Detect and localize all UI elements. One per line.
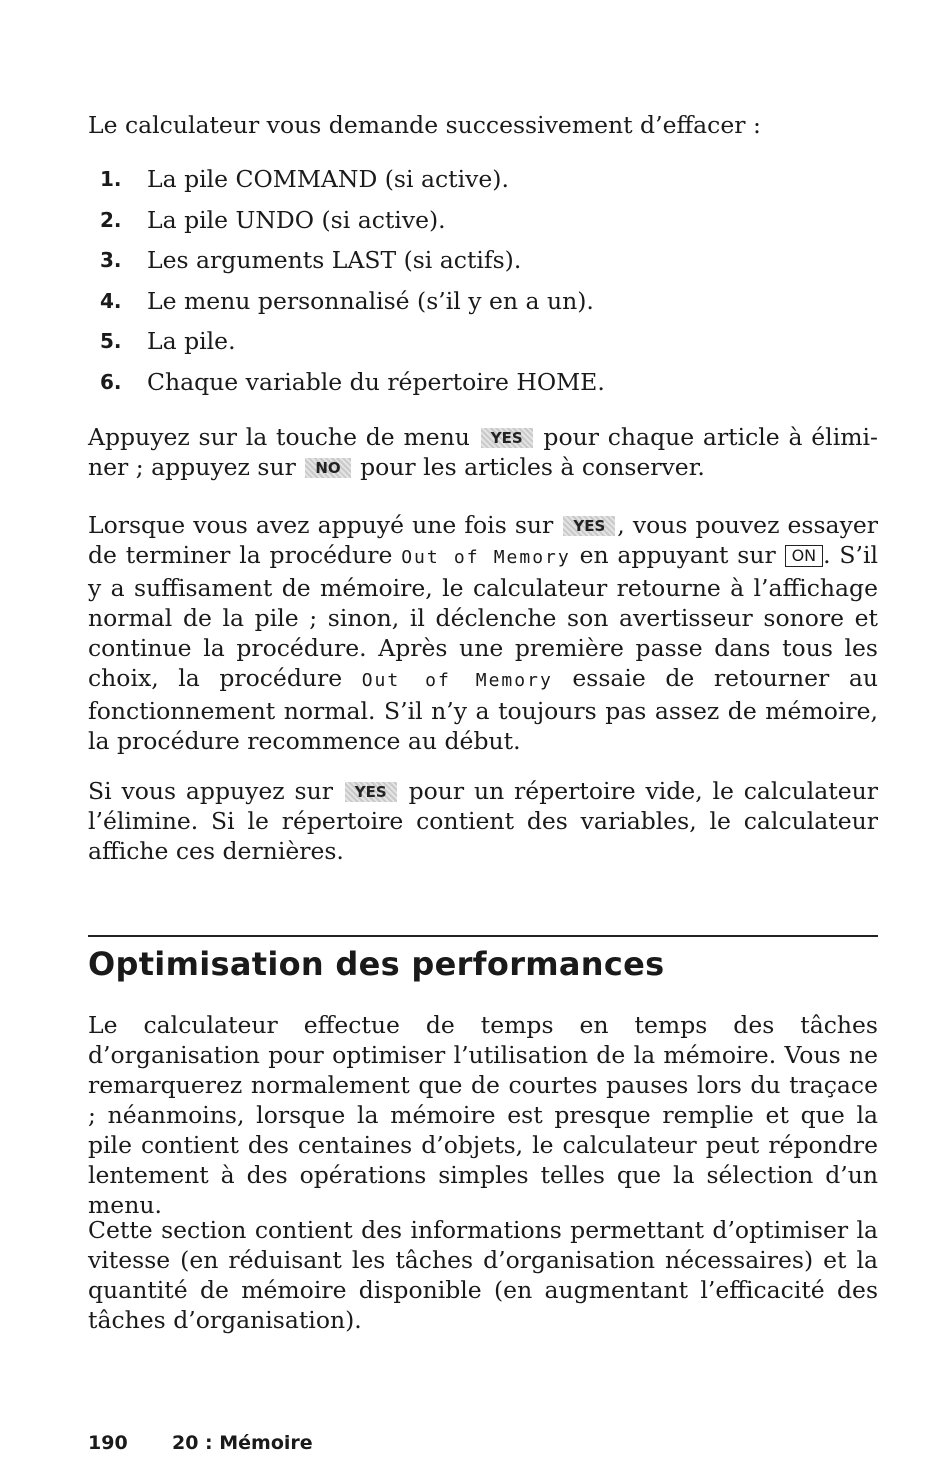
list-text: Les arguments LAST (si actifs).: [147, 246, 522, 274]
display-message: Out of Memory: [361, 670, 553, 691]
para-text: Si vous appuyez sur: [88, 777, 333, 805]
para-text: pour un répertoire vide, le calculateur l’élimine. Si le répertoire contient des variables, le calculateur affiche ces dernières.: [88, 777, 878, 865]
list-text: La pile UNDO (si active).: [147, 205, 446, 234]
yes-menu-key: YES: [345, 782, 397, 802]
list-item: [100, 205, 605, 246]
paragraph-out-of-memory: [88, 510, 878, 756]
list-item: [100, 326, 605, 367]
intro-text: Le calculateur vous demande successivement d’effacer :: [88, 111, 761, 139]
list-text: Chaque variable du répertoire HOME.: [147, 367, 605, 396]
para-text: , vous pouvez essayer de terminer la procédure: [88, 511, 878, 569]
paragraph-empty-directory: [88, 776, 878, 866]
chapter-title: 20 : Mémoire: [172, 1432, 313, 1454]
list-number: 5.: [100, 329, 122, 353]
section-divider: [88, 935, 878, 937]
list-item: [100, 245, 605, 286]
list-item: [100, 164, 605, 205]
list-number: 1.: [100, 167, 122, 191]
para-text: en appuyant sur: [579, 541, 776, 569]
paragraph-section-info: Cette section contient des informations permettant d’optimiser la vitesse (en réduisant les tâches d’organisation nécessaires) et la quantité de mémoire disponible (en augmentant l’efficacité des tâches d’organisation).: [88, 1216, 878, 1334]
list-text: La pile.: [147, 327, 236, 355]
paragraph-menu-keys: [88, 422, 878, 482]
display-message: Out of Memory: [401, 547, 571, 568]
yes-menu-key: YES: [563, 516, 615, 536]
list-item: [100, 286, 605, 327]
section-title: Optimisation des performances: [88, 945, 665, 983]
erase-list: [100, 164, 605, 407]
list-text: La pile COMMAND (si active).: [147, 165, 509, 193]
list-text: Le menu personnalisé (s’il y en a un).: [147, 286, 594, 315]
page-number: 190: [88, 1432, 128, 1454]
para-text: Lorsque vous avez appuyé une fois sur: [88, 511, 554, 539]
para-text: Appuyez sur la touche de menu: [88, 423, 470, 451]
paragraph-optimization: Le calculateur effectue de temps en temps des tâches d’organisation pour optimiser l’utilisation de la mémoire. Vous ne remarquerez normalement que de courtes pauses lors du traçace ; néanmoins, lorsque la mémoire est presque remplie et que la pile contient des centaines d’objets, le calculateur peut répondre lentement à des opérations simples telles que la sélection d’un menu.: [88, 1011, 878, 1219]
list-number: 6.: [100, 369, 122, 394]
para-text: essaie de retourner au fonctionnement normal. S’il n’y a toujours pas assez de mémoire, la procédure recommence au début.: [88, 664, 878, 755]
yes-menu-key: YES: [481, 428, 533, 448]
para-text: . S’il y a suffisament de mémoire, le calculateur retourne à l’affichage normal de la pile ; sinon, il déclenche son avertisseur sonore et continue la procédure. Après une première passe dans tous les choix, la procédure: [88, 541, 878, 692]
para-text: pour chaque article à éliminer ; appuyez sur: [88, 423, 878, 481]
list-number: 2.: [100, 207, 122, 232]
page-footer: [88, 1432, 313, 1454]
para-text: pour les articles à conserver.: [360, 453, 705, 481]
list-number: 3.: [100, 248, 122, 272]
on-key: ON: [785, 545, 824, 567]
no-menu-key: NO: [305, 458, 350, 478]
list-item: [100, 367, 605, 408]
list-number: 4.: [100, 288, 122, 313]
